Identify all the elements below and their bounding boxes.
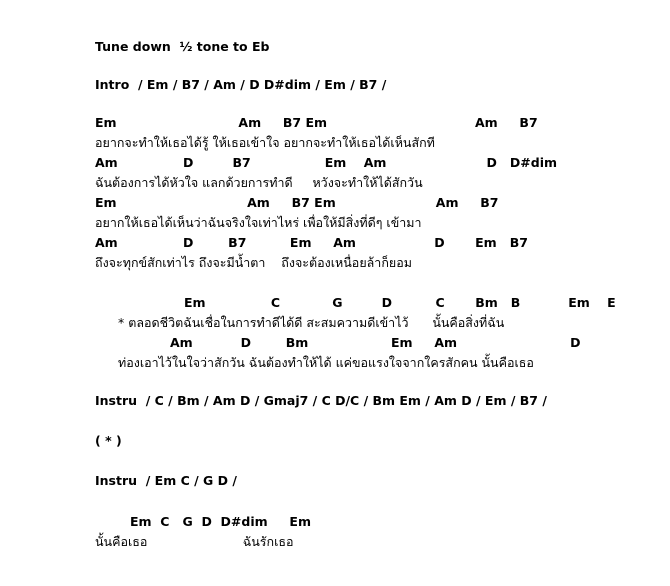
instrumental-line-1: Instru / C / Bm / Am D / Gmaj7 / C D/C / Bm Em / Am D / Em / B7 /	[95, 393, 547, 408]
intro-line: Intro / Em / B7 / Am / D D#dim / Em / B7 /	[95, 77, 387, 92]
tuning-line: Tune down ½ tone to Eb	[95, 39, 270, 54]
verse-chords-3: Em Am B7 Em Am B7	[95, 195, 499, 210]
verse-lyrics-3: อยากให้เธอได้เห็นว่าฉันจริงใจเท่าไหร่ เพื่อให้มีสิ่งที่ดีๆ เข้ามา	[95, 215, 422, 230]
instrumental-line-2: Instru / Em C / G D /	[95, 473, 237, 488]
outro-lyrics: นั้นคือเธอ ฉันรักเธอ	[95, 534, 294, 549]
outro-chords: Em C G D D#dim Em	[130, 514, 311, 529]
verse-lyrics-4: ถึงจะทุกข์สักเท่าไร ถึงจะมีน้ำตา ถึงจะต้องเหนื่อยล้าก็ยอม	[95, 255, 412, 270]
verse-chords-4: Am D B7 Em Am D Em B7	[95, 235, 528, 250]
verse-lyrics-2: ฉันต้องการได้หัวใจ แลกด้วยการทำดี หวังจะทำให้ได้สักวัน	[95, 175, 423, 190]
chorus-lyrics-1: * ตลอดชีวิตฉันเชื่อในการทำดีได้ดี สะสมความดีเข้าไว้ นั้นคือสิ่งที่ฉัน	[118, 315, 505, 330]
chorus-lyrics-2: ท่องเอาไว้ในใจว่าสักวัน ฉันต้องทำให้ได้ แค่ขอแรงใจจากใครสักคน นั้นคือเธอ	[118, 355, 534, 370]
verse-chords-2: Am D B7 Em Am D D#dim	[95, 155, 558, 170]
chorus-chords-2: Am D Bm Em Am D	[170, 335, 581, 350]
chorus-repeat-marker: ( * )	[95, 433, 122, 448]
verse-chords-1: Em Am B7 Em Am B7	[95, 115, 538, 130]
verse-lyrics-1: อยากจะทำให้เธอได้รู้ ให้เธอเข้าใจ อยากจะทำให้เธอได้เห็นสักที	[95, 135, 435, 150]
chorus-chords-1: Em C G D C Bm B Em E	[184, 295, 616, 310]
